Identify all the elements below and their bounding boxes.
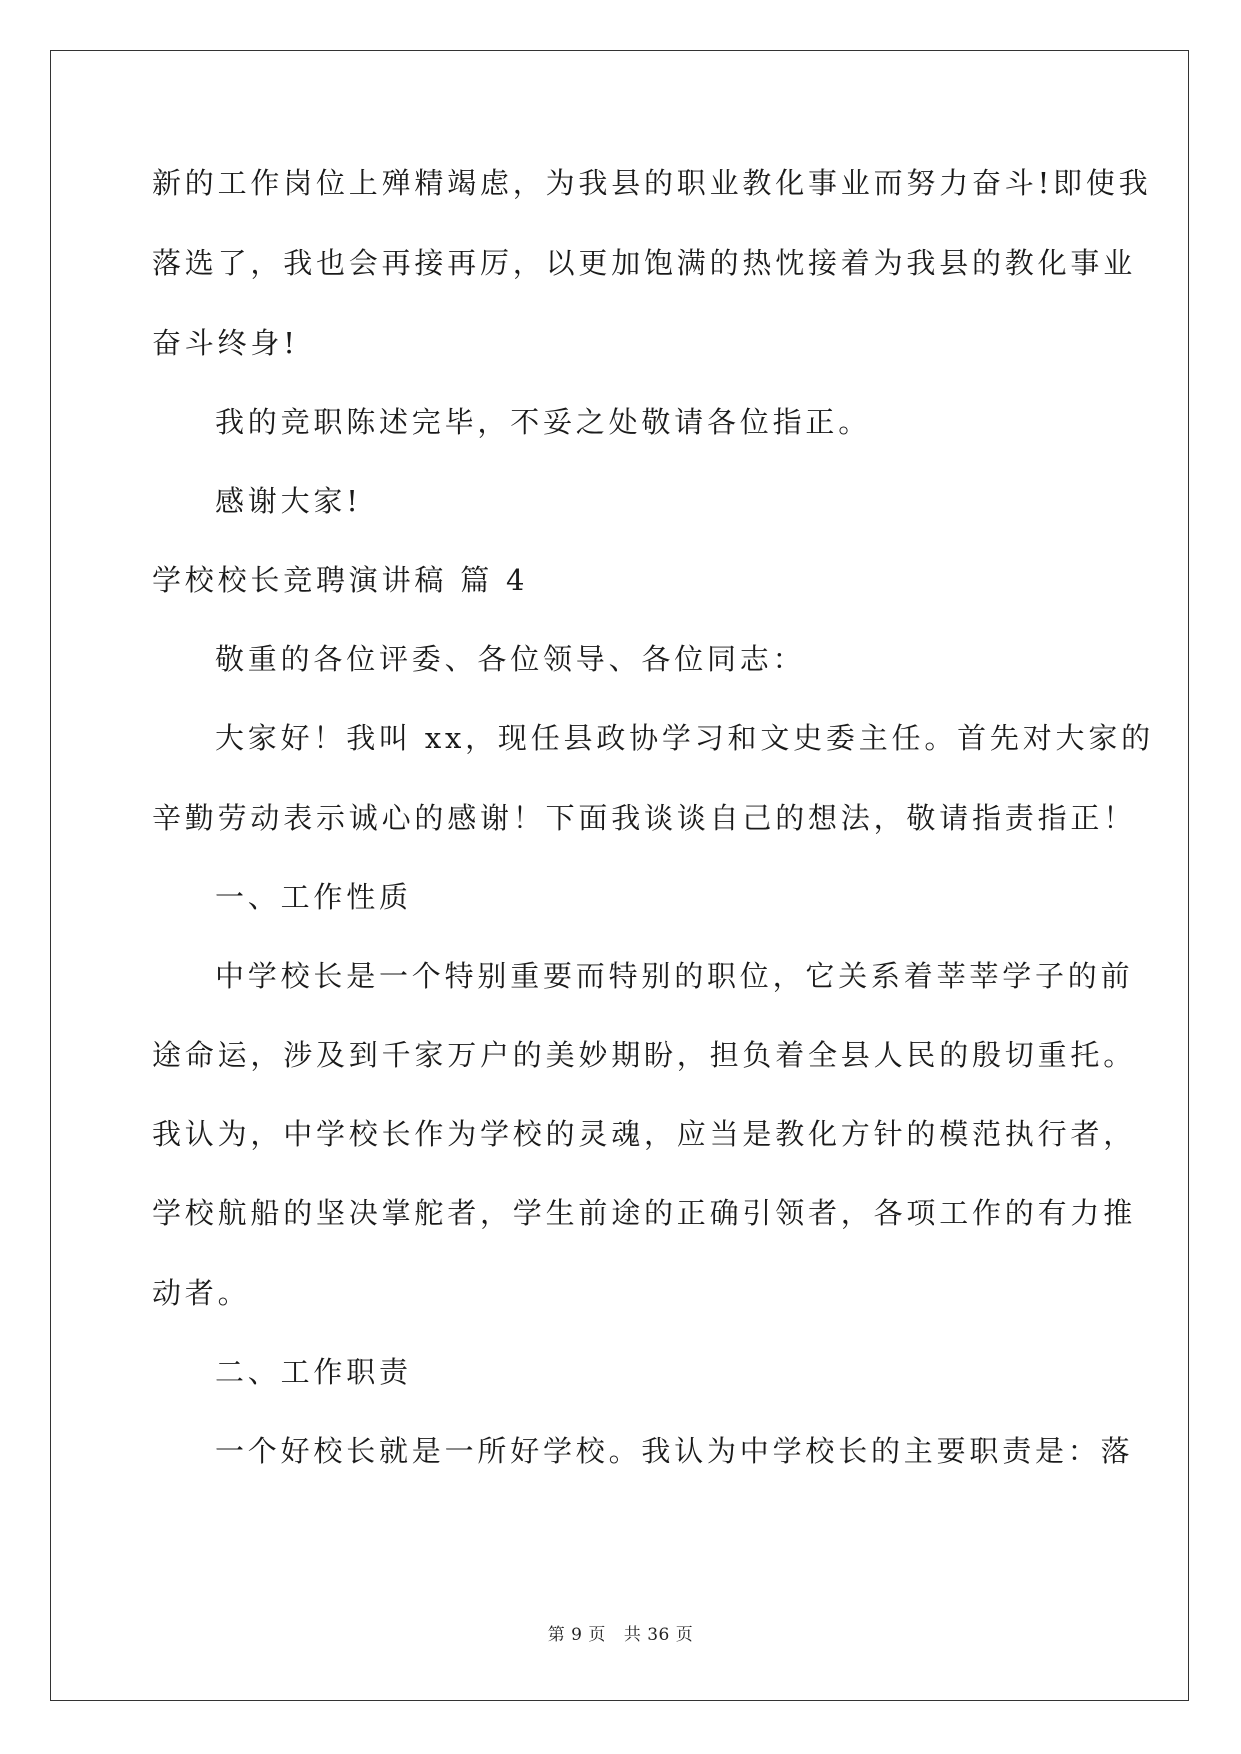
text-line: 动者。 [152, 1276, 251, 1310]
text-line: 敬重的各位评委、各位领导、各位同志： [215, 642, 806, 676]
text-line: 学校航船的坚决掌舵者，学生前途的正确引领者，各项工作的有力推 [152, 1196, 1137, 1230]
text-line: 新的工作岗位上殚精竭虑，为我县的职业教化事业而努力奋斗!即使我 [152, 166, 1152, 200]
text-line: 途命运，涉及到千家万户的美妙期盼，担负着全县人民的殷切重托。 [152, 1038, 1137, 1072]
text-line: 我的竞职陈述完毕，不妥之处敬请各位指正。 [215, 405, 872, 439]
page-total: 共 36 页 [623, 1625, 694, 1645]
text-line: 一、工作性质 [215, 880, 412, 914]
text-line: 奋斗终身! [152, 326, 299, 360]
text-line: 辛勤劳动表示诚心的感谢！下面我谈谈自己的想法，敬请指责指正！ [152, 801, 1137, 835]
text-line: 落选了，我也会再接再厉，以更加饱满的热忱接着为我县的教化事业 [152, 246, 1137, 280]
text-line: 中学校长是一个特别重要而特别的职位，它关系着莘莘学子的前 [215, 959, 1134, 993]
section-heading: 学校校长竞聘演讲稿 篇 4 [152, 563, 529, 597]
text-line: 二、工作职责 [215, 1355, 412, 1389]
page-footer [0, 1620, 1241, 1645]
text-line: 感谢大家! [215, 484, 362, 518]
text-line: 大家好！我叫 xx，现任县政协学习和文史委主任。首先对大家的 [215, 721, 1154, 755]
page-number: 第 9 页 [547, 1625, 606, 1645]
text-line: 我认为，中学校长作为学校的灵魂，应当是教化方针的模范执行者， [152, 1117, 1137, 1151]
text-line: 一个好校长就是一所好学校。我认为中学校长的主要职责是：落 [215, 1434, 1134, 1468]
